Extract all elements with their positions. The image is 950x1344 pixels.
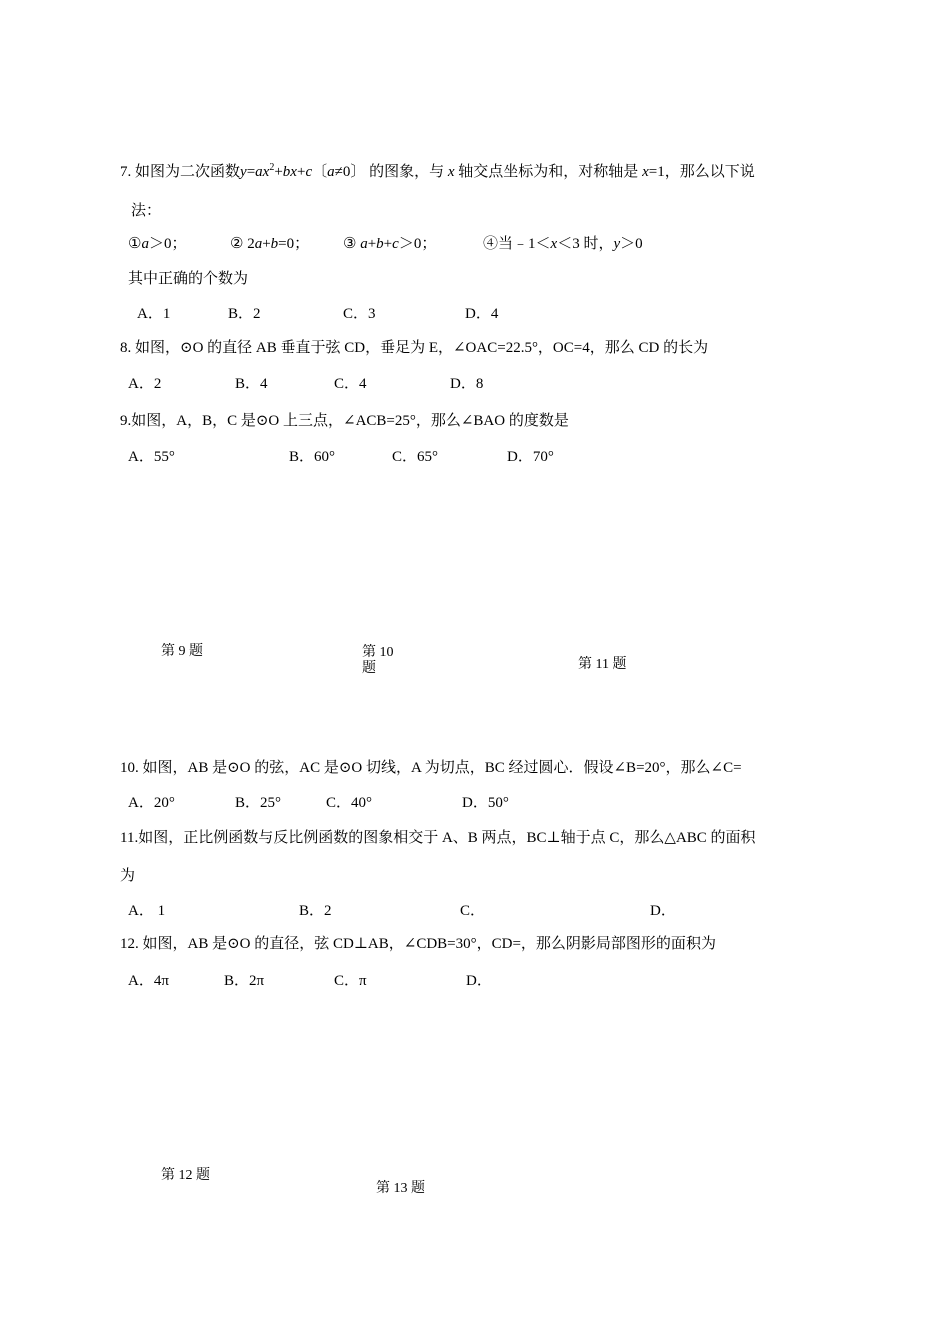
q9-option-c[interactable]: C．65° — [392, 449, 439, 465]
q7-option-b[interactable]: B．2 — [228, 306, 261, 322]
q10-option-c[interactable]: C．40° — [326, 795, 373, 811]
q10-stem: 10. 如图，AB 是⊙O 的弦，AC 是⊙O 切线，A 为切点，BC 经过圆心．假设∠B=20°，那么∠C= — [120, 760, 742, 776]
q7-option-a[interactable]: A．1 — [137, 306, 171, 322]
q9-option-b[interactable]: B．60° — [289, 449, 336, 465]
q7-option-d[interactable]: D．4 — [465, 306, 499, 322]
q8-option-d[interactable]: D．8 — [450, 376, 484, 392]
q11-stem: 11.如图，正比例函数与反比例函数的图象相交于 A、B 两点，BC⊥轴于点 C，那么△ABC 的面积 — [120, 830, 756, 846]
q8-option-a[interactable]: A．2 — [128, 376, 162, 392]
q10-option-b[interactable]: B．25° — [235, 795, 282, 811]
caption-q9: 第 9 题 — [161, 644, 203, 659]
q9-stem: 9.如图，A，B，C 是⊙O 上三点，∠ACB=25°，那么∠BAO 的度数是 — [120, 413, 569, 429]
q7-option-c[interactable]: C．3 — [343, 306, 376, 322]
q7-question: 其中正确的个数为 — [128, 271, 249, 287]
q11-option-c[interactable]: C． — [460, 903, 486, 919]
q12-option-c[interactable]: C．π — [334, 973, 367, 989]
q11-option-a[interactable]: A． 1 — [128, 903, 166, 919]
q11-option-b[interactable]: B．2 — [299, 903, 332, 919]
q12-option-b[interactable]: B．2π — [224, 973, 265, 989]
q12-option-a[interactable]: A．4π — [128, 973, 169, 989]
q8-option-b[interactable]: B．4 — [235, 376, 268, 392]
caption-q10: 第 10 题 — [362, 645, 394, 676]
q8-option-c[interactable]: C．4 — [334, 376, 367, 392]
caption-q13: 第 13 题 — [376, 1181, 425, 1196]
q12-option-d[interactable]: D． — [466, 973, 492, 989]
caption-q12: 第 12 题 — [161, 1168, 210, 1183]
q12-stem: 12. 如图，AB 是⊙O 的直径，弦 CD⊥AB，∠CDB=30°，CD=，那么阴影局部图形的面积为 — [120, 936, 716, 952]
q10-option-d[interactable]: D．50° — [462, 795, 509, 811]
q7-statement-3: ③ a+b+c＞0； — [343, 236, 437, 252]
q11-option-d[interactable]: D． — [650, 903, 676, 919]
q7-statement-4: ④当﹣1＜x＜3 时，y＞0 — [483, 236, 643, 252]
q8-stem: 8. 如图，⊙O 的直径 AB 垂直于弦 CD，垂足为 E，∠OAC=22.5°，OC=4，那么 CD 的长为 — [120, 340, 709, 356]
q7-statement-1: ①a＞0； — [128, 236, 187, 252]
caption-q11: 第 11 题 — [578, 657, 627, 672]
q7-statement-2: ② 2a+b=0； — [230, 236, 310, 252]
q7-stem-line1: 7. 如图为二次函数$y=ax^2+bx+c$〔a≠0〕 的图象，与 x 轴交点坐标为和，对称轴是 x=1，那么以下说 — [120, 162, 755, 180]
q9-option-a[interactable]: A．55° — [128, 449, 175, 465]
q11-stem-line2: 为 — [120, 868, 136, 884]
q10-option-a[interactable]: A．20° — [128, 795, 175, 811]
q7-stem-line2: 法： — [131, 203, 162, 219]
q9-option-d[interactable]: D．70° — [507, 449, 554, 465]
